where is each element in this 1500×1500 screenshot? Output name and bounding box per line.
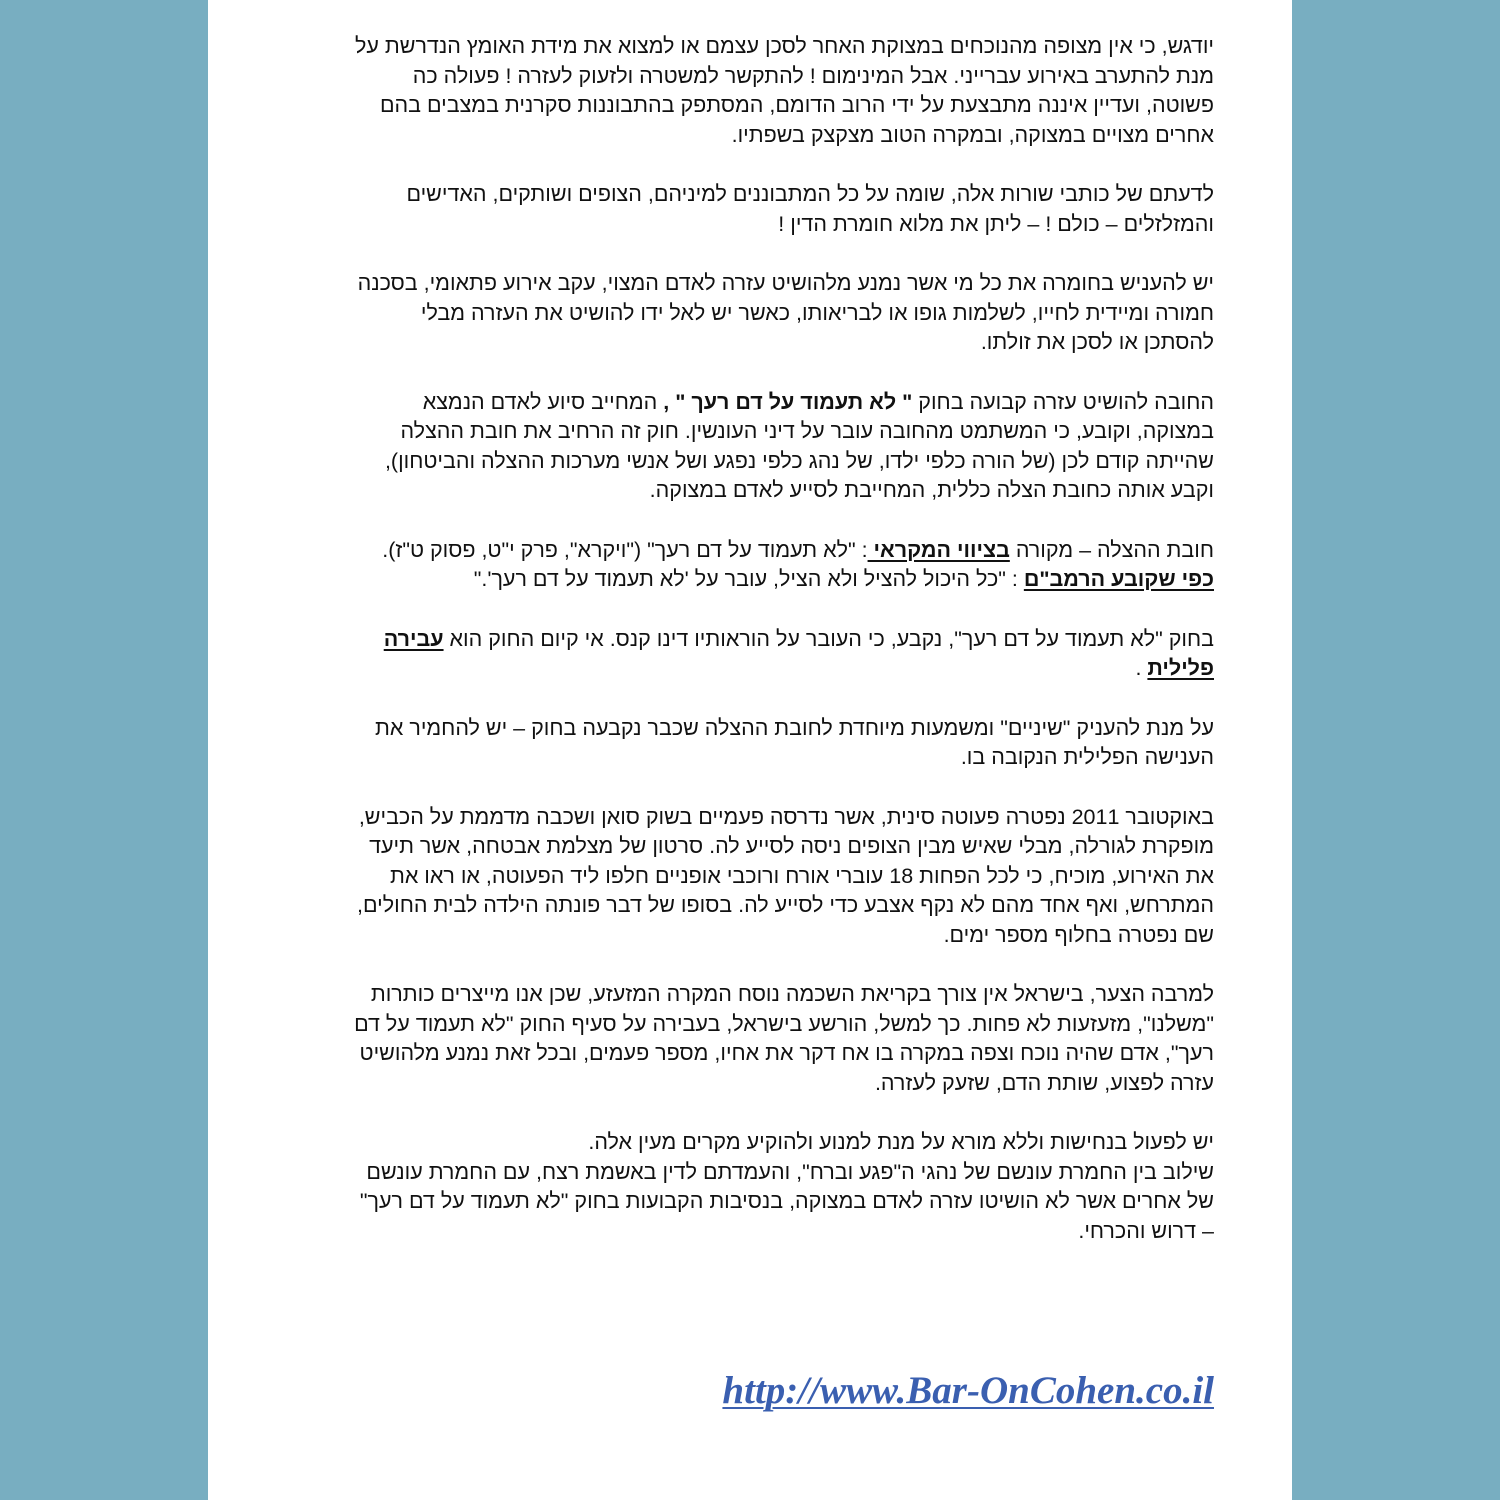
text-line: – דרוש והכרחי. [1078,1218,1214,1243]
text-segment: בחוק "לא תעמוד על דם רעך", נקבע, כי העובר על הוראותיו דינו קנס. אי קיום החוק הוא [443,626,1214,651]
paragraph-10 [272,1128,1214,1246]
text-line: חמורה ומיידית לחייו, לשלמות גופו או לבריאותו, כאשר יש לאל ידו להושיט את העזרה מבלי [420,300,1214,325]
paragraph-5 [272,536,1214,595]
paragraph-8 [272,803,1214,951]
text-line: פשוטה, ועדיין איננה מתבצעת על ידי הרוב הדומם, המסתפק בהתבוננות סקרנית במצבים בהם [379,93,1214,117]
text-line: יש לפעול בנחישות וללא מורא על מנת למנוע ולהוקיע מקרים מעין אלה. [588,1130,1214,1154]
text-line: "משלנו", מזעזעות לא פחות. כך למשל, הורשע בישראל, בעבירה על סעיף החוק "לא תעמוד על דם [354,1011,1214,1036]
paragraph-4 [272,388,1214,506]
text-line: שילוב בין החמרת עונשם של נהגי ה"פגע וברח", והעמדתם לדין באשמת רצח, עם החמרת עונשם [366,1159,1214,1184]
paragraph-2 [272,180,1214,239]
paragraph-6 [272,625,1214,684]
paragraph-9 [272,980,1214,1098]
law-name-bold: " לא תעמוד על דם רעך " , [663,389,913,414]
document-body [272,32,1214,1276]
text-line [272,625,1214,655]
text-line: יודגש, כי אין מצופה מהנוכחים במצוקת האחר לסכן עצמם או למצוא את מידת האומץ הנדרשת על [355,34,1214,58]
text-line [272,565,1214,595]
website-link[interactable]: http://www.Bar-OnCohen.co.il [722,1369,1214,1412]
text-line: להסתכן או לסכן את זולתו. [980,330,1214,354]
text-line: המתרחש, ואף אחד מהם לא נקף אצבע כדי לסייע לה. בסופו של דבר פונתה הילדה לבית החולים, [357,893,1214,917]
paragraph-3 [272,269,1214,358]
text-line: את האירוע, מוכיח, כי לכל הפחות 18 עוברי אורח ורוכבי אופניים חלפו ליד הפעוטה, או ראו את [389,863,1214,888]
text-line [272,536,1214,566]
criminal-offense-underlined: עבירה [383,626,444,651]
text-line [272,388,1214,418]
text-line: שם נפטרה בחלוף מספר ימים. [943,922,1214,947]
criminal-offense-underlined: פלילית [1147,656,1214,680]
text-line: למרבה הצער, בישראל אין צורך בקריאת השכמה נוסח המקרה המזעזע, שכן אנו מייצרים כותרות [370,982,1214,1006]
text-line: לדעתם של כותבי שורות אלה, שומה על כל המתבוננים למיניהם, הצופים ושותקים, האדישים [406,182,1214,206]
text-line [272,654,1214,684]
text-line: עזרה לפצוע, שותת הדם, שזעק לעזרה. [874,1070,1214,1095]
text-segment: המחייב סיוע לאדם הנמצא [422,389,664,414]
text-line: הענישה הפלילית הנקובה בו. [960,745,1214,769]
text-line: יש להעניש בחומרה את כל מי אשר נמנע מלהושיט עזרה לאדם המצוי, עקב אירוע פתאומי, בסכנה [357,271,1214,295]
text-line: אחרים מצויים במצוקה, ובמקרה הטוב מצקצק בשפתיו. [731,122,1214,147]
text-segment: החובה להושיט עזרה קבועה בחוק [912,389,1214,414]
text-segment: : "לא תעמוד על דם רעך" ("ויקרא", פרק י"ט, פסוק ט"ז). [382,537,868,562]
text-segment: חובת ההצלה – מקורה [1009,537,1214,562]
text-line: והמזלזלים – כולם ! – ליתן את מלוא חומרת הדין ! [778,211,1214,236]
rambam-underlined: כפי שקובע הרמב"ם [1023,567,1214,591]
text-line: שהייתה קודם לכן (של הורה כלפי ילדו, של נהג כלפי נפגע ושל אנשי מערכות ההצלה והביטחון), [384,448,1214,473]
text-line: במצוקה, וקובע, כי המשתמט מהחובה עובר על דיני העונשין. חוק זה הרחיב את חובת ההצלה [400,419,1214,443]
text-line: של אחרים אשר לא הושיטו עזרה לאדם במצוקה, בנסיבות הקבועות בחוק "לא תעמוד על דם רעך" [359,1189,1214,1213]
text-line: על מנת להעניק "שיניים" ומשמעות מיוחדת לחובת ההצלה שכבר נקבעה בחוק – יש להחמיר את [375,715,1214,740]
text-line: מנת להתערב באירוע עברייני. אבל המינימום ! להתקשר למשטרה ולזעוק לעזרה ! פעולה כה [412,63,1214,88]
text-line: וקבע אותה כחובת הצלה כללית, המחייבת לסייע לאדם במצוקה. [649,478,1214,502]
biblical-commandment-underlined: בציווי המקראי [867,537,1010,562]
paragraph-7 [272,714,1214,773]
text-line: מופקרת לגורלה, מבלי שאיש מבין הצופים ניסה לסייע לה. סרטון של מצלמת אבטחה, אשר תיעד [369,834,1214,858]
paragraph-1 [272,32,1214,150]
text-line: באוקטובר 2011 נפטרה פעוטה סינית, אשר נדרסה פעמיים בשוק סואן ושכבה מדממת על הכביש, [358,804,1214,829]
text-segment: : "כל היכול להציל ולא הציל, עובר על 'לא תעמוד על דם רעך'." [473,567,1024,591]
text-line: רעך", אדם שהיה נוכח וצפה במקרה בו אח דקר את אחיו, מספר פעמים, ובכל זאת נמנע מלהושיט [359,1041,1214,1065]
document-page [208,0,1292,1500]
text-segment: . [1135,656,1148,680]
